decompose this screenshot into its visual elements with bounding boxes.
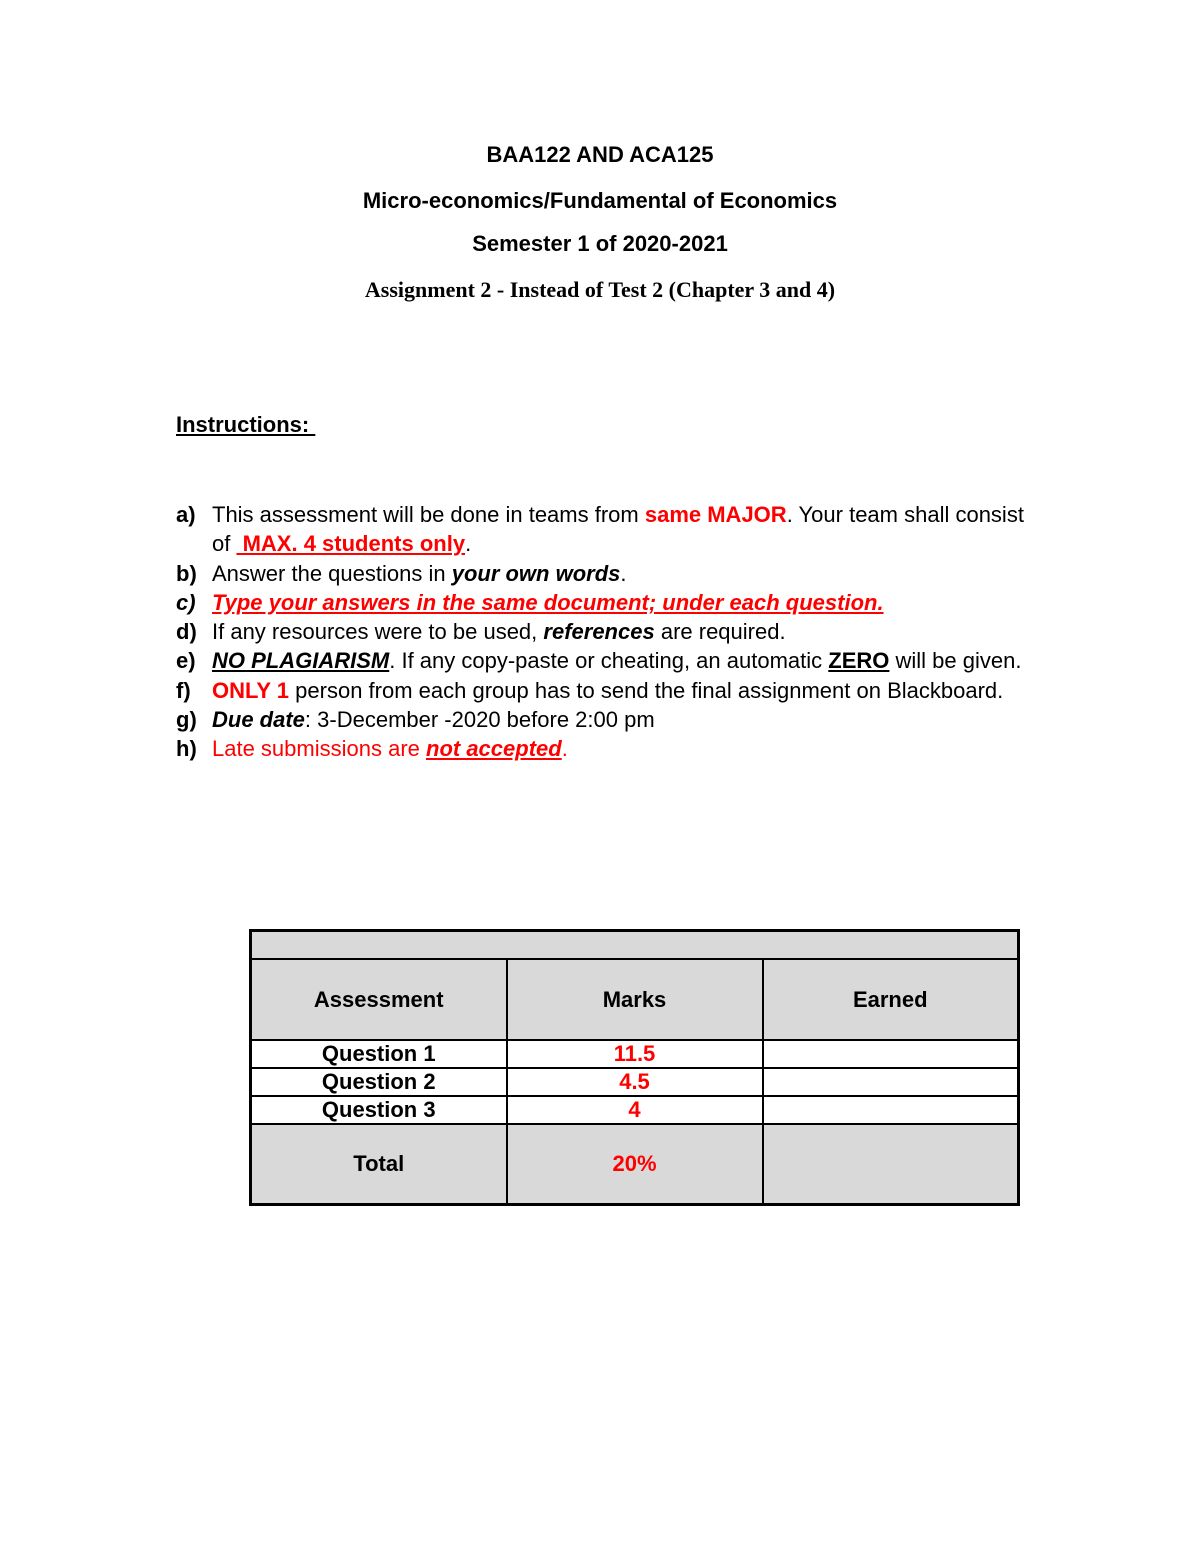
emphasis-text: MAX. 4 students only <box>236 531 466 557</box>
table-header-row <box>251 959 1019 1040</box>
emphasis-text: Due date <box>212 707 305 733</box>
item-text: Answer the questions in <box>212 560 452 586</box>
assignment-title: Assignment 2 - Instead of Test 2 (Chapter 3 and 4) <box>364 277 836 302</box>
item-marker: b) <box>176 560 197 586</box>
item-text: are required. <box>654 619 786 645</box>
marks-table <box>249 929 1020 1206</box>
header-earned: Earned <box>763 959 1019 1040</box>
table-band-cell <box>251 931 1019 960</box>
item-marker: c) <box>176 589 196 615</box>
emphasis-text: NO PLAGIARISM <box>212 648 390 674</box>
item-marker: h) <box>176 736 197 762</box>
instruction-item-a <box>176 500 1036 559</box>
instruction-item-g <box>176 705 1036 734</box>
instruction-item-f <box>176 676 1036 705</box>
emphasis-text: Late submissions are <box>212 736 426 762</box>
emphasis-text: Type your answers in the same document; under each question. <box>212 589 884 615</box>
item-text: . If any copy-paste or cheating, an automatic <box>389 648 829 674</box>
instructions-heading: Instructions: <box>176 412 316 437</box>
table-row <box>251 1068 1019 1096</box>
semester: Semester 1 of 2020-2021 <box>472 231 728 256</box>
instruction-item-b <box>176 559 1036 588</box>
item-text: . <box>620 560 627 586</box>
item-text: If any resources were to be used, <box>212 619 544 645</box>
cell-assessment: Question 2 <box>251 1068 507 1096</box>
emphasis-text: references <box>543 619 655 645</box>
item-text: . Your team shall consist of <box>212 502 1024 557</box>
total-marks: 20% <box>507 1124 763 1205</box>
cell-earned <box>763 1096 1019 1124</box>
emphasis-text: not accepted <box>426 736 562 762</box>
item-marker: f) <box>176 677 191 703</box>
instruction-item-h <box>176 734 1036 763</box>
header-marks: Marks <box>507 959 763 1040</box>
emphasis-text: ZERO <box>828 648 890 674</box>
item-text: : 3-December -2020 before 2:00 pm <box>304 707 655 733</box>
course-codes: BAA122 AND ACA125 <box>486 142 714 167</box>
table-total-row <box>251 1124 1019 1205</box>
table-top-band <box>251 931 1019 960</box>
item-text: . <box>465 531 472 557</box>
instruction-item-c <box>176 588 1036 617</box>
emphasis-text: . <box>561 736 568 762</box>
item-marker: g) <box>176 707 197 733</box>
course-title: Micro-economics/Fundamental of Economics <box>362 188 838 213</box>
item-text: This assessment will be done in teams from <box>212 502 645 527</box>
instructions-list <box>176 500 1036 764</box>
cell-marks: 4.5 <box>507 1068 763 1096</box>
total-label: Total <box>251 1124 507 1205</box>
item-text: person from each group has to send the final assignment on Blackboard. <box>289 677 1004 703</box>
cell-earned <box>763 1040 1019 1068</box>
cell-assessment: Question 3 <box>251 1096 507 1124</box>
total-earned <box>763 1124 1019 1205</box>
cell-marks: 4 <box>507 1096 763 1124</box>
item-text: will be given. <box>889 648 1022 674</box>
item-marker: d) <box>176 619 197 645</box>
cell-assessment: Question 1 <box>251 1040 507 1068</box>
item-marker: a) <box>176 502 196 527</box>
item-marker: e) <box>176 648 196 674</box>
table-row <box>251 1096 1019 1124</box>
instruction-item-e <box>176 646 1036 675</box>
emphasis-text: ONLY 1 <box>212 677 290 703</box>
emphasis-text: same MAJOR <box>644 502 787 527</box>
emphasis-text: your own words <box>451 560 621 586</box>
cell-earned <box>763 1068 1019 1096</box>
table-row <box>251 1040 1019 1068</box>
header-assessment: Assessment <box>251 959 507 1040</box>
cell-marks: 11.5 <box>507 1040 763 1068</box>
instruction-item-d <box>176 617 1036 646</box>
